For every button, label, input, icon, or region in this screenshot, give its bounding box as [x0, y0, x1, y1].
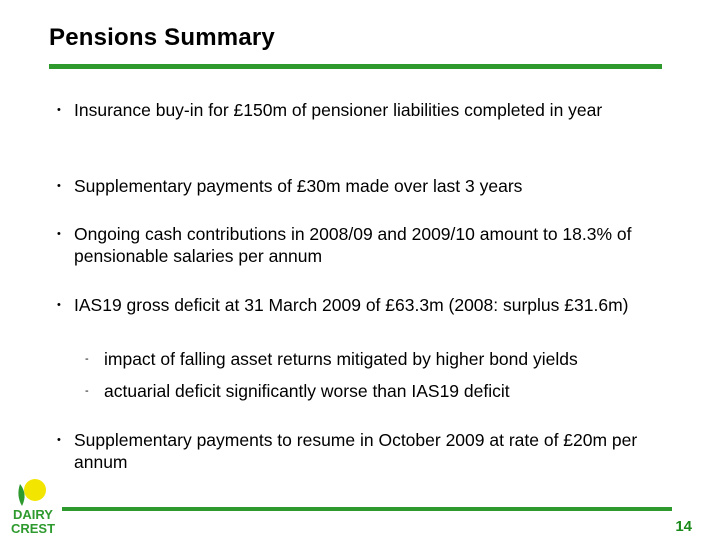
logo-sun-icon — [24, 479, 46, 501]
dash-icon: - — [85, 353, 89, 365]
bullet-text: Insurance buy-in for £150m of pensioner liabilities completed in year — [74, 100, 603, 120]
bullet-icon: • — [57, 228, 61, 240]
sub-bullet-item-1 — [85, 348, 665, 370]
title-divider — [49, 64, 662, 69]
bullet-item-5 — [57, 429, 657, 473]
bullet-item-1 — [57, 99, 657, 121]
bullet-icon: • — [57, 104, 61, 116]
bullet-text: Supplementary payments to resume in October 2009 at rate of £20m per annum — [74, 430, 638, 472]
slide-title: Pensions Summary — [49, 24, 275, 51]
bullet-text: Ongoing cash contributions in 2008/09 and 2009/10 amount to 18.3% of pensionable salaries per annum — [74, 224, 632, 266]
bullet-icon: • — [57, 434, 61, 446]
footer-divider — [62, 507, 672, 511]
bullet-text: IAS19 gross deficit at 31 March 2009 of £63.3m (2008: surplus £31.6m) — [74, 295, 629, 315]
logo-leaf-icon — [18, 484, 24, 506]
bullet-text: Supplementary payments of £30m made over last 3 years — [74, 176, 523, 196]
logo-text-line1: DAIRY — [13, 507, 53, 522]
sub-bullet-text: impact of falling asset returns mitigated by higher bond yields — [104, 349, 578, 369]
bullet-item-3 — [57, 223, 657, 267]
sub-bullet-item-2 — [85, 380, 665, 402]
page-number: 14 — [675, 518, 692, 535]
bullet-icon: • — [57, 299, 61, 311]
dairy-crest-logo — [6, 476, 60, 538]
bullet-item-2 — [57, 175, 657, 197]
sub-bullet-text: actuarial deficit significantly worse than IAS19 deficit — [104, 381, 510, 401]
logo-text-line2: CREST — [10, 521, 56, 536]
dash-icon: - — [85, 385, 89, 397]
bullet-icon: • — [57, 180, 61, 192]
bullet-item-4 — [57, 294, 657, 316]
